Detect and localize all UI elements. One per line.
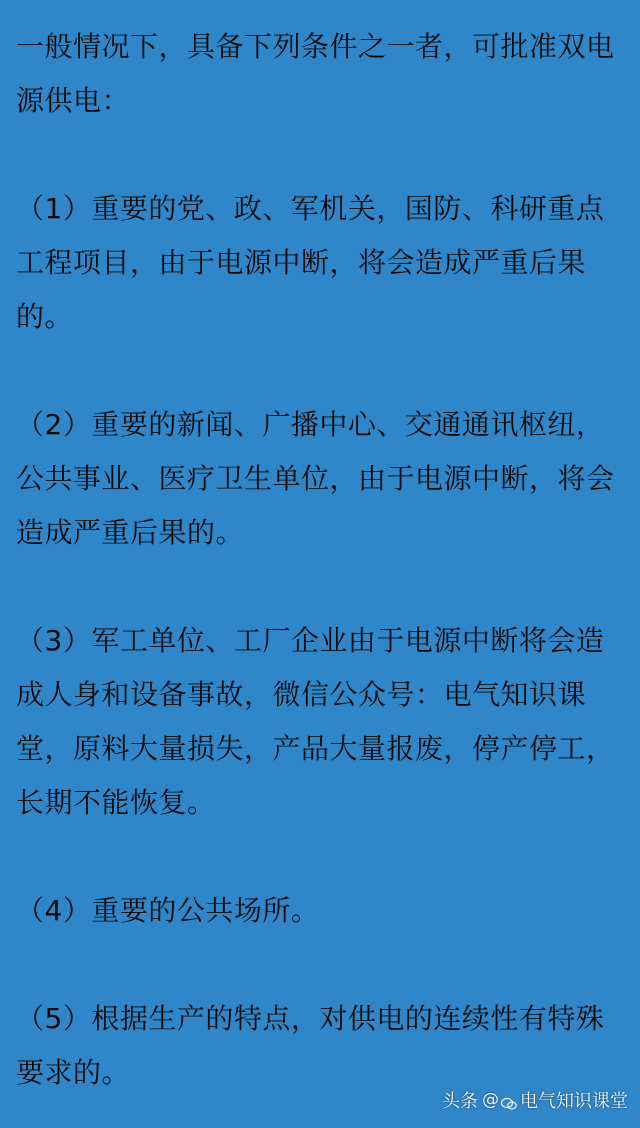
watermark xyxy=(442,1080,628,1120)
watermark-account: 电气知识课堂 xyxy=(520,1091,628,1112)
condition-item-3: （3）军工单位、工厂企业由于电源中断将会造成人身和设备事故，微信公众号：电气知识课堂，原料大量损失，产品大量报废，停产停工，长期不能恢复。 xyxy=(16,624,615,819)
condition-item-4: （4）重要的公共场所。 xyxy=(16,894,320,927)
intro-paragraph: 一般情况下，具备下列条件之一者，可批准双电源供电： xyxy=(16,30,615,117)
condition-item-1: （1）重要的党、政、军机关，国防、科研重点工程项目，由于电源中断，将会造成严重后果的。 xyxy=(16,192,605,333)
condition-item-2: （2）重要的新闻、广播中心、交通通讯枢纽，公共事业、医疗卫生单位，由于电源中断，将会造成严重后果的。 xyxy=(16,408,615,549)
wechat-bubble-icon xyxy=(501,1094,517,1106)
watermark-at: @ xyxy=(482,1090,499,1110)
condition-item-5: （5）根据生产的特点，对供电的连续性有特殊要求的。 xyxy=(16,1002,605,1089)
watermark-source: 头条 xyxy=(442,1091,478,1112)
